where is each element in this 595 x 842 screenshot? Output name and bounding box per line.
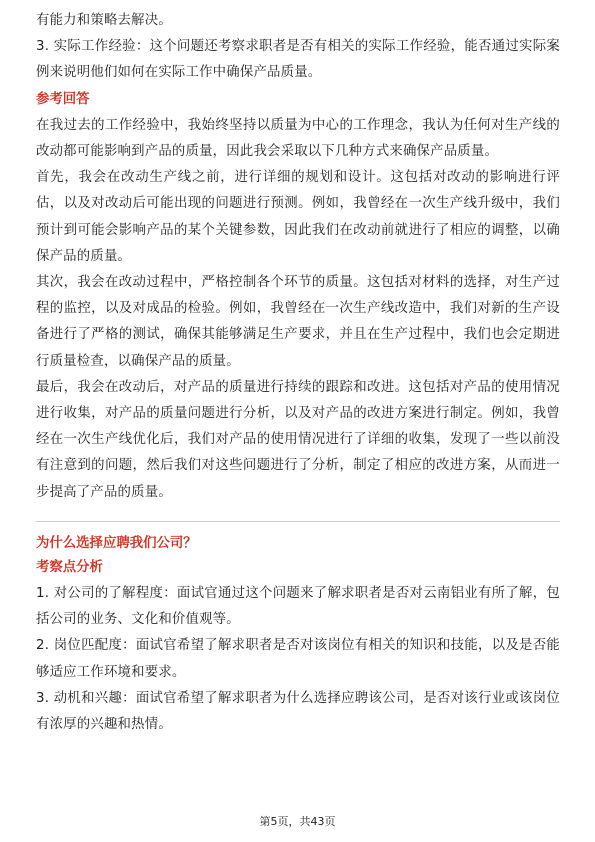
section-divider [36, 521, 560, 522]
reference-answer-heading: 参考回答 [36, 91, 90, 107]
analysis-point-3: 3. 动机和兴趣：面试官希望了解求职者为什么选择应聘该公司，是否对该行业或该岗位有浓厚的兴趣和热情。 [36, 690, 560, 733]
answer-paragraph-second: 其次，我会在改动过程中，严格控制各个环节的质量。这包括对材料的选择，对生产过程的监控，以及对成品的检验。例如，我曾经在一次生产线改造中，我们对新的生产设备进行了严格的测试，确保其能够满足生产要求，并且在生产过程中，我们也会定期进行质量检查，以确保产品的质量。 [36, 275, 560, 369]
analysis-heading: 考察点分析 [36, 559, 103, 575]
analysis-point-2: 2. 岗位匹配度：面试官希望了解求职者是否对该岗位有相关的知识和技能，以及是否能够适应工作环境和要求。 [36, 638, 560, 680]
analysis-point-1: 1. 对公司的了解程度：面试官通过这个问题来了解求职者是否对云南铝业有所了解，包括公司的业务、文化和价值观等。 [36, 586, 560, 628]
document-page [36, 8, 560, 738]
previous-section-tail: 有能力和策略去解决。 [36, 13, 172, 28]
answer-paragraph-first: 首先，我会在改动生产线之前，进行详细的规划和设计。这包括对改动的影响进行评估，以及对改动后可能出现的问题进行预测。例如，我曾经在一次生产线升级中，我们预计到可能会影响产品的某个关键参数，因此我们在改动前就进行了相应的调整，以确保产品的质量。 [36, 170, 560, 264]
answer-paragraph-last: 最后，我会在改动后，对产品的质量进行持续的跟踪和改进。这包括对产品的使用情况进行收集，对产品的质量问题进行分析，以及对产品的改进方案进行制定。例如，我曾经在一次生产线优化后，我们对产品的使用情况进行了详细的收集，发现了一些以前没有注意到的问题，然后我们对这些问题进行了分析，制定了相应的改进方案，从而进一步提高了产品的质量。 [36, 379, 560, 500]
question-title: 为什么选择应聘我们公司？ [36, 535, 197, 551]
answer-paragraph-intro: 在我过去的工作经验中，我始终坚持以质量为中心的工作理念，我认为任何对生产线的改动都可能影响到产品的质量，因此我会采取以下几种方式来确保产品质量。 [36, 117, 560, 160]
previous-section-point-3: 3. 实际工作经验：这个问题还考察求职者是否有相关的实际工作经验，能否通过实际案例来说明他们如何在实际工作中确保产品质量。 [36, 39, 560, 81]
page-number-footer: 第5页，共43页 [259, 815, 336, 828]
